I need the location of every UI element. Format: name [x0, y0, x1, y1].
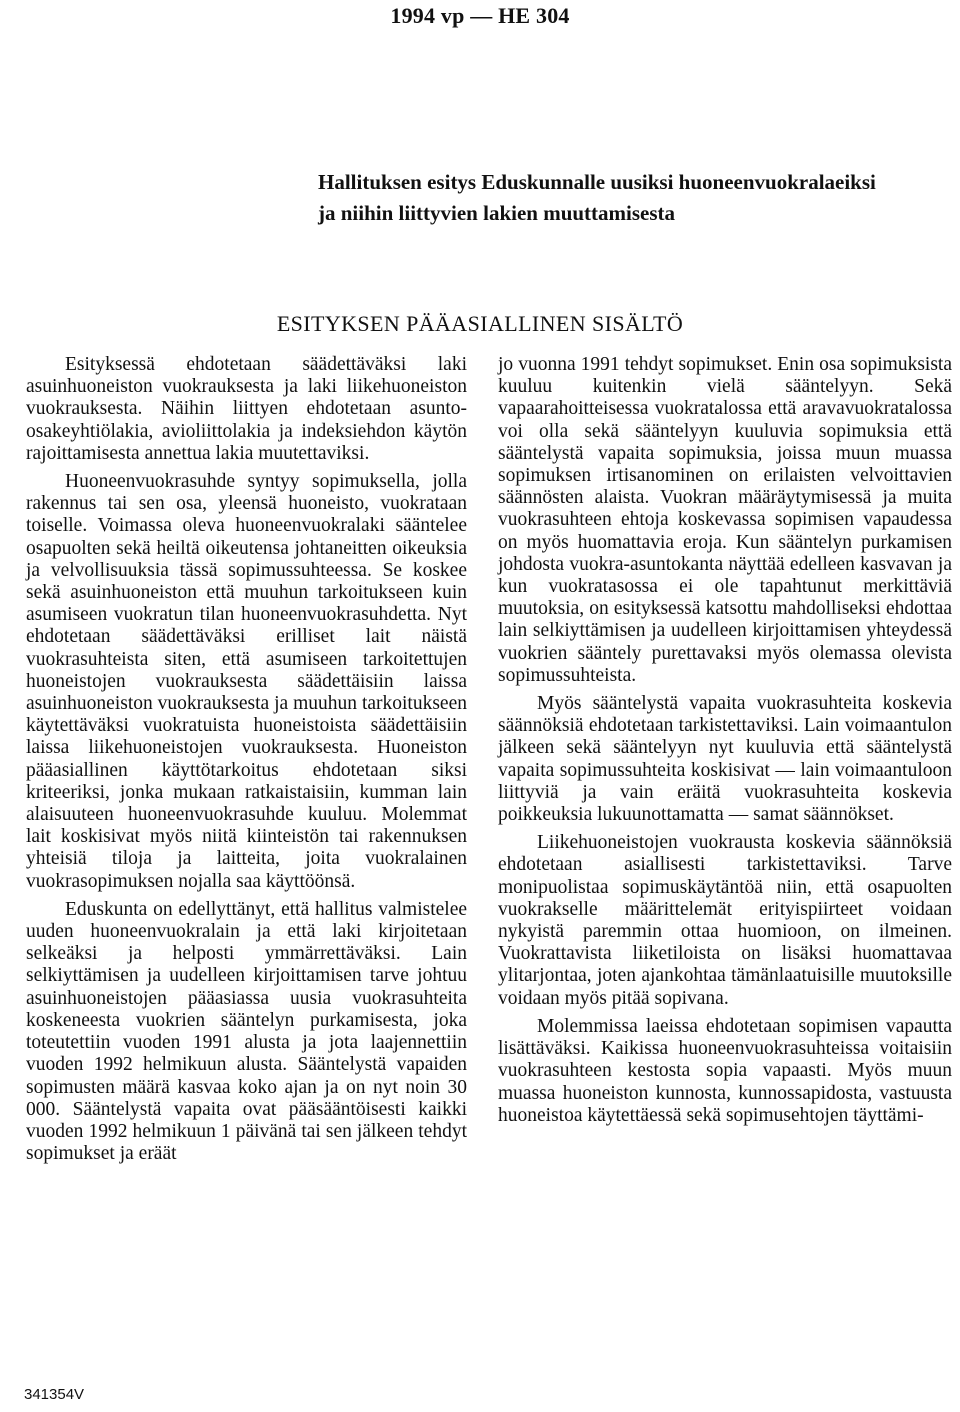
document-title-line-1: Hallituksen esitys Eduskunnalle uusiksi huoneenvuokralaeiksi: [318, 170, 876, 194]
right-paragraph-1: jo vuonna 1991 tehdyt sopimukset. Enin osa sopimuksista kuuluu kuitenkin vielä sääntelyyn. Sekä vapaarahoitteisessa vuokratalossa että aravavuokratalossa voi olla sekä sääntelyyn kuuluvia sopimuksia että sääntelystä vapaita sopimuksia, joissa muun muassa sopimuksen irtisanominen on erilaisten velvoittavien säännösten alaista. Vuokran määräytymisessä ja muita vuokrasuhteen ehtoja koskevassa sopimisen vapaudessa on myös huomattavia eroja. Kun sääntelyn purkamisen johdosta vuokra-asuntokanta näyttää edelleen kasvavan ja kun vuokratasossa ei ole tapahtunut merkittäviä muutoksia, on esityksessä katsottu mahdolliseksi ehdottaa lain selkiyttämisen ja uudelleen kirjoittamisen yhteydessä vuokrien sääntely purettavaksi myös olemassa olevista sopimussuhteista.: [498, 354, 952, 686]
document-code: 341354V: [24, 1386, 85, 1403]
section-heading: ESITYKSEN PÄÄASIALLINEN SISÄLTÖ: [276, 311, 684, 336]
left-paragraph-2: Huoneenvuokrasuhde syntyy sopimuksella, jolla rakennus tai sen osa, yleensä huoneisto, vuokrataan toiselle. Voimassa oleva huoneenvuokralaki sääntelee osapuolten sekä heiltä oikeutensa johtaneitten oikeuksia ja velvollisuuksia tässä sopimussuhteessa. Se koskee sekä asuinhuoneiston että muuhun tarkoitukseen kuin asumiseen vuokratun tilan huoneenvuokrasuhdetta. Nyt ehdotetaan säädettäväksi erilliset lait näistä vuokrasuhteista siten, että asumiseen tarkoitettujen huoneistojen vuokrauksesta säädettäisiin laissa asuinhuoneiston vuokrauksesta ja muuhun tarkoitukseen käytettäväksi vuokratuista huoneistoista säädettäisiin laissa liikehuoneistojen vuokrauksesta. Huoneiston pääasiallinen käyttötarkoitus ehdotetaan siksi kriteeriksi, jonka mukaan ratkaistaisiin, kumman lain alaisuuteen huoneenvuokrasuhde kuuluu. Molemmat lait koskisivat myös niitä kiinteistön tai rakennuksen yhteisiä tiloja ja laitteita, joita vuokralainen vuokrasopimuksen nojalla saa käyttöönsä.: [26, 471, 467, 892]
document-title-line-2: ja niihin liittyvien lakien muuttamisesta: [318, 201, 676, 225]
right-column: [498, 354, 952, 1133]
right-paragraph-3: Liikehuoneistojen vuokrausta koskevia säännöksiä ehdotetaan asiallisesti tarkistettaviksi. Tarve monipuolistaa sopimuskäytäntöä niin, että osapuolten vuokrakselle määrittelemät erityispiirteet voidaan nykyistä paremmin ottaa huomioon, on ilmeinen. Vuokrattavista liiketiloista on lisäksi huomattavaa ylitarjontaa, joten ajankohtaa tämänlaatuisille muutoksille voidaan myös pitää sopivana.: [498, 832, 952, 1009]
left-paragraph-3: Eduskunta on edellyttänyt, että hallitus valmistelee uuden huoneenvuokralain ja että laki kirjoitetaan selkeäksi ja helposti ymmärrettäväksi. Lain selkiyttämisen ja uudelleen kirjoittamisen tarve johtuu asuinhuoneistojen pääasiassa uusia vuokrasuhteita koskeneesta vuokrien sääntelyn purkamisesta, joka toteutettiin vuoden 1991 alusta ja jota laajennettiin vuoden 1992 helmikuun alusta. Sääntelystä vapaiden sopimusten määrä kasvaa koko ajan ja on nyt noin 30 000. Sääntelystä vapaita ovat pääsääntöisesti kaikki vuoden 1992 helmikuun 1 päivänä tai sen jälkeen tehdyt sopimukset ja eräät: [26, 898, 467, 1165]
left-paragraph-1: Esityksessä ehdotetaan säädettäväksi laki asuinhuoneiston vuokrauksesta ja laki liikehuoneiston vuokrauksesta. Näihin liittyen ehdotetaan asunto-osakeyhtiölakia, avioliittolakia ja indeksiehdon käytön rajoittamisesta annettua lakia muutettaviksi.: [26, 354, 467, 464]
right-paragraph-2: Myös sääntelystä vapaita vuokrasuhteita koskevia säännöksiä ehdotetaan tarkistettaviksi. Lain voimaantulon jälkeen sekä sääntelyyn nyt kuuluvia että sääntelystä vapaita sopimussuhteita koskisivat — lain voimaantuloon liittyviä ja vain eräitä vuokrasuhteita koskevia poikkeuksia lukuunottamatta — samat säännökset.: [498, 693, 952, 826]
running-header: [0, 0, 960, 29]
document-title: [318, 167, 958, 229]
running-title: 1994 vp — HE 304: [390, 3, 570, 28]
right-paragraph-4: Molemmissa laeissa ehdotetaan sopimisen vapautta lisättäväksi. Kaikissa huoneenvuokrasuhteissa voitaisiin vuokrasuhteen kestosta sopia vapaasti. Myös muun muassa huoneiston kunnosta, kunnossapidosta, vastuusta huoneistoa käytettäessä sekä sopimusehtojen täyttämi-: [498, 1015, 952, 1126]
left-column: [26, 354, 467, 1171]
